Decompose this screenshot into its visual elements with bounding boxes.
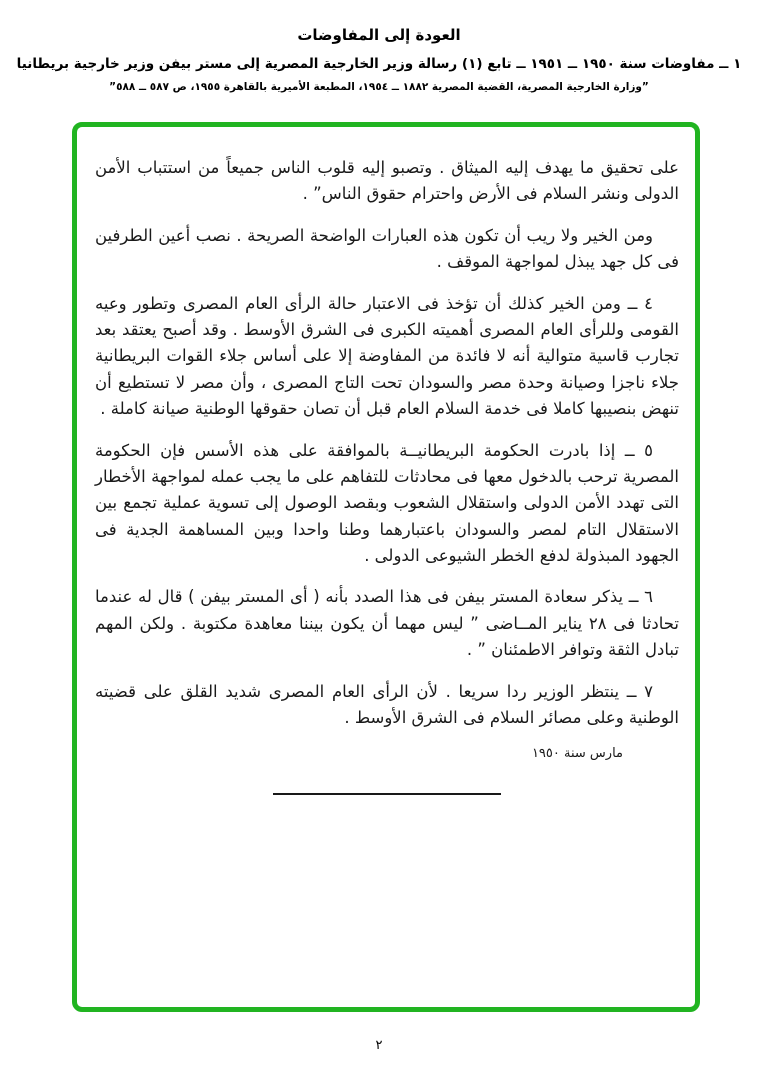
paragraph-item-7: ٧ ــ ينتظر الوزير ردا سريعا . لأن الرأى العام المصرى شديد القلق على قضيته الوطنية وعلى مصائر السلام فى الشرق الأوسط . [95,681,679,728]
paragraph-continuation: على تحقيق ما يهدف إليه الميثاق . وتصبو إليه قلوب الناس جميعاً من استتباب الأمن الدولى ونشر السلام فى الأرض واحترام حقوق الناس” . [95,158,679,204]
end-of-letter-divider [273,793,501,795]
document-heading: ١ ــ مفاوضات سنة ١٩٥٠ ــ ١٩٥١ ــ تابع (١) رسالة وزير الخارجية المصرية إلى مستر بيفن وزير خارجية بريطانيا [16,56,742,72]
scanned-text-frame [72,122,700,1012]
date-line: مارس سنة ١٩٥٠ [531,746,623,762]
paragraph-item-5: ٥ ــ إذا بادرت الحكومة البريطانيــة بالموافقة على هذه الأسس فإن الحكومة المصرية ترحب بالدخول معها فى محادثات للتفاهم على ما يجب عمله لمواجهة الأخطار التى تهدد الأمن الدولى واستقلال الشعوب وبقصد الوصول إلى تسوية عملية تجمع بين الاستقلال التام لمصر والسودان باعتبارهما وطنا واحدا وبين المساهمة الجدية فى الجهود المبذولة لدفع الخطر الشيوعى الدولى . [95,440,679,566]
source-citation: ”وزارة الخارجية المصرية، القضية المصرية ١٨٨٢ ــ ١٩٥٤، المطبعة الأميرية بالقاهرة ١٩٥٥، ص ٥٨٧ ــ ٥٨٨” [109,81,649,93]
paragraph-remark: ومن الخير ولا ريب أن تكون هذه العبارات الواضحة الصريحة . نصب أعين الطرفين فى كل جهد يبذل لمواجهة الموقف . [95,225,679,272]
paragraph-item-4: ٤ ــ ومن الخير كذلك أن تؤخذ فى الاعتبار حالة الرأى العام المصرى وتطور وعيه القومى وللرأى العام المصرى أهميته الكبرى فى الشرق الأوسط . وقد أصبح يعتقد بعد تجارب قاسية متوالية أنه لا فائدة من المفاوضة إلا على أساس جلاء القوات البريطانية جلاء ناجزا وصيانة وحدة مصر والسودان تحت التاج المصرى ، وأن مصر لا تستطيع أن تنهض بنصيبها كاملا فى خدمة السلام العام قبل أن تصان حقوقها الوطنية صيانة كاملة . [95,293,679,419]
page-number: ٢ [375,1038,383,1053]
paragraph-item-6: ٦ ــ يذكر سعادة المستر بيفن فى هذا الصدد بأنه ( أى المستر بيفن ) قال له عندما تحادثا فى ٢٨ يناير المــاضى ” ليس مهما أن يكون بيننا معاهدة مكتوبة . ولكن المهم تبادل الثقة وتوافر الاطمئنان ” . [95,587,679,660]
page-title: العودة إلى المفاوضات [297,26,461,44]
